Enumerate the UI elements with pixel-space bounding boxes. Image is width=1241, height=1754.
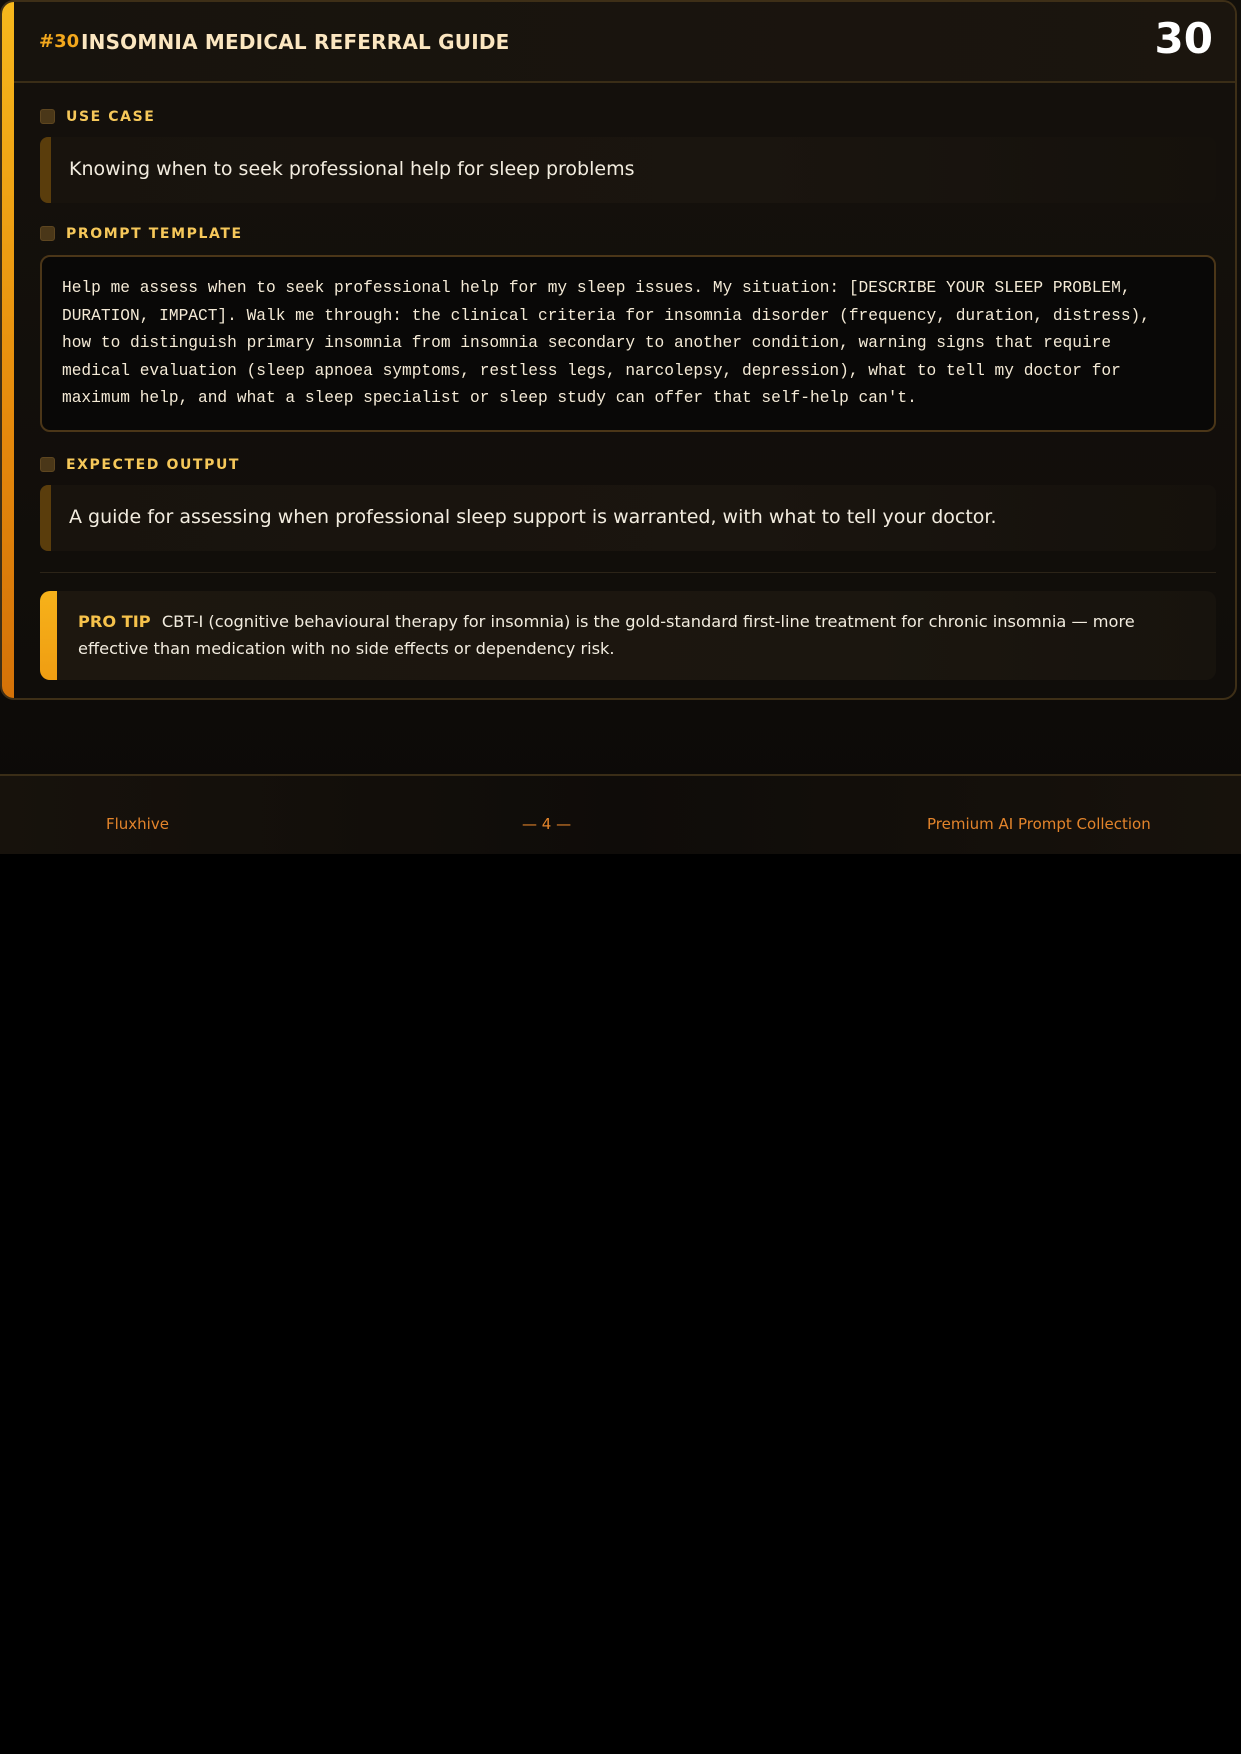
page-top [0,0,1241,852]
pro-tip-text: CBT-I (cognitive behavioural therapy for insomnia) is the gold-standard first-line treatment for chronic insomnia — more effective than medication with no side effects or dependency risk. [78,612,1135,658]
pro-tip-body [78,608,1176,662]
pro-tip-box [40,591,1216,680]
page-footer [0,774,1241,854]
pro-tip-label: PRO TIP [78,612,151,631]
use-case-text: Knowing when to seek professional help for sleep problems [69,158,635,180]
prompt-template-line: how to distinguish primary insomnia from insomnia secondary to another condition, warning signs that require [62,334,1112,352]
card-title: INSOMNIA MEDICAL REFERRAL GUIDE [81,30,510,54]
expected-output-label-text: EXPECTED OUTPUT [66,457,241,473]
use-case-box [40,137,1216,203]
card-big-number: 30 [1154,14,1213,63]
prompt-template-box[interactable] [40,255,1216,432]
card-accent-bar [2,2,14,698]
expected-output-accent-bar [40,485,51,551]
section-marker-icon [40,226,55,241]
prompt-card [0,0,1237,700]
prompt-template-label-text: PROMPT TEMPLATE [66,226,243,242]
footer-collection: Premium AI Prompt Collection [927,815,1151,833]
use-case-accent-bar [40,137,51,203]
expected-output-text: A guide for assessing when professional sleep support is warranted, with what to tell your doctor. [69,506,997,528]
footer-page-number: — 4 — [522,815,572,833]
prompt-template-line: DURATION, IMPACT]. Walk me through: the clinical criteria for insomnia disorder (frequency, duration, distress), [62,306,1150,325]
use-case-label-text: USE CASE [66,109,156,125]
card-header [14,2,1235,83]
pro-tip-accent-bar [40,591,57,680]
section-marker-icon [40,457,55,472]
card-number-tag: #30 [39,31,80,52]
prompt-template-line: medical evaluation (sleep apnoea symptoms, restless legs, narcolepsy, depression), what to tell my doctor for [62,361,1121,380]
section-divider [40,572,1216,573]
section-marker-icon [40,109,55,124]
prompt-template-line: Help me assess when to seek professional help for my sleep issues. My situation: [DESCRIBE YOUR SLEEP PROBLEM, [62,279,1131,297]
footer-brand: Fluxhive [106,815,169,833]
prompt-template-line: maximum help, and what a sleep specialist or sleep study can offer that self-help can't. [62,389,917,407]
expected-output-box [40,485,1216,551]
